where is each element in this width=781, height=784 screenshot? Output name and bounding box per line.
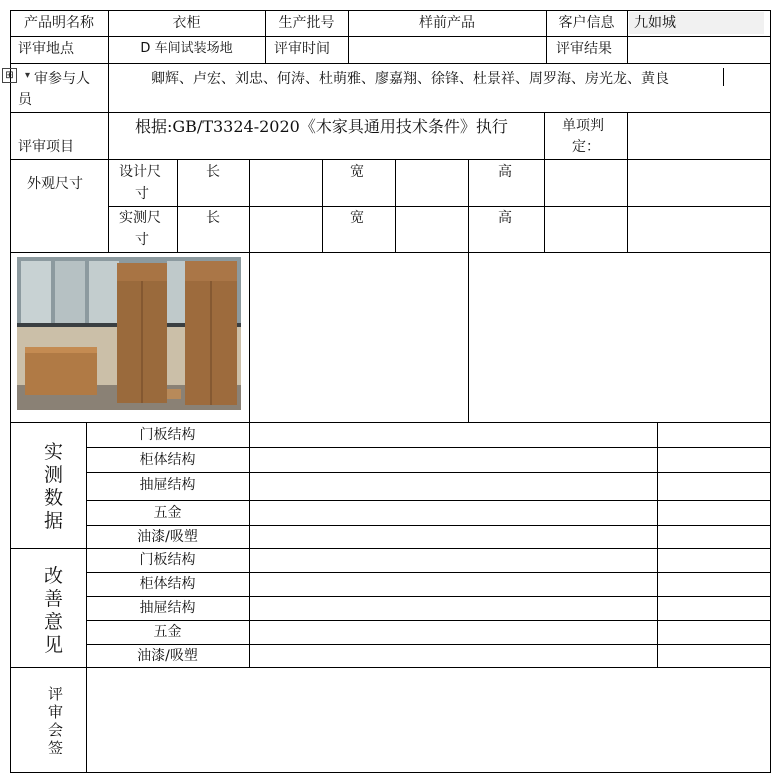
improvement-title-char: 善	[44, 588, 64, 610]
wardrobe-sample-photo[interactable]	[17, 257, 241, 410]
signoff-title-char: 评	[48, 685, 64, 703]
product-name-value[interactable]: 衣柜	[172, 15, 201, 31]
design-height-label: 高	[498, 164, 512, 180]
measured-size-label-line1: 实测尺	[119, 210, 161, 226]
batch-number-value[interactable]: 样前产品	[419, 15, 475, 31]
measured-item-door-panel: 门板结构	[139, 427, 196, 443]
measured-width-label: 宽	[350, 210, 364, 226]
review-basis-text[interactable]: 根据:GB/T3324-2020《木家具通用技术条件》执行	[135, 117, 508, 136]
participants-value[interactable]: 卿辉、卢宏、刘忠、何涛、杜萌雅、廖嘉翔、徐锋、杜景祥、周罗海、房光龙、黄良	[151, 71, 669, 87]
signoff-title-char: 会	[48, 721, 64, 739]
dropdown-arrow-icon[interactable]: ▾	[25, 70, 31, 81]
measured-item-cabinet: 柜体结构	[139, 452, 196, 468]
review-location-value[interactable]: D 车间试装场地	[140, 41, 233, 56]
review-item-label: 评审项目	[18, 139, 74, 155]
improvement-item-paint: 油漆/吸塑	[137, 648, 198, 664]
table-move-handle-icon[interactable]: ⊞	[2, 68, 17, 83]
participants-label-line2: 员	[18, 92, 32, 108]
review-time-label: 评审时间	[274, 41, 330, 57]
signoff-area[interactable]	[87, 668, 770, 772]
customer-info-value[interactable]: 九如城	[634, 15, 676, 31]
signoff-title-char: 签	[48, 739, 64, 757]
customer-info-label: 客户信息	[558, 15, 615, 31]
improvement-title-char: 改	[44, 565, 64, 587]
batch-number-label: 生产批号	[278, 15, 335, 31]
single-judgement-label-line2: 定：	[572, 139, 600, 155]
measured-item-drawer: 抽屉结构	[139, 477, 196, 493]
improvement-item-hardware: 五金	[153, 624, 182, 640]
improvement-item-cabinet: 柜体结构	[139, 576, 196, 592]
review-location-label: 评审地点	[18, 41, 74, 57]
participants-label-line1: 审参与人	[34, 71, 90, 87]
exterior-dimensions-label: 外观尺寸	[27, 176, 83, 192]
review-result-label: 评审结果	[556, 41, 612, 57]
measured-data-title-char: 数	[44, 487, 64, 509]
improvement-title-char: 意	[44, 611, 64, 633]
measured-item-paint: 油漆/吸塑	[137, 529, 198, 545]
design-size-label-line1: 设计尺	[119, 164, 161, 180]
improvement-title-char: 见	[44, 634, 64, 656]
measured-data-title-char: 测	[44, 464, 64, 486]
design-size-label-line2: 寸	[135, 186, 149, 202]
measured-length-label: 长	[206, 210, 220, 226]
improvement-item-door-panel: 门板结构	[139, 552, 196, 568]
text-cursor	[723, 68, 724, 86]
measured-data-title-char: 据	[44, 510, 64, 532]
single-judgement-label-line1: 单项判	[562, 118, 604, 134]
measured-height-label: 高	[498, 210, 512, 226]
measured-item-hardware: 五金	[153, 505, 182, 521]
improvement-item-drawer: 抽屉结构	[139, 600, 196, 616]
product-name-label: 产品明名称	[24, 15, 94, 31]
measured-size-label-line2: 寸	[135, 232, 149, 248]
design-width-label: 宽	[350, 164, 364, 180]
signoff-title-char: 审	[48, 703, 64, 721]
design-length-label: 长	[206, 164, 220, 180]
measured-data-title-char: 实	[44, 441, 64, 463]
